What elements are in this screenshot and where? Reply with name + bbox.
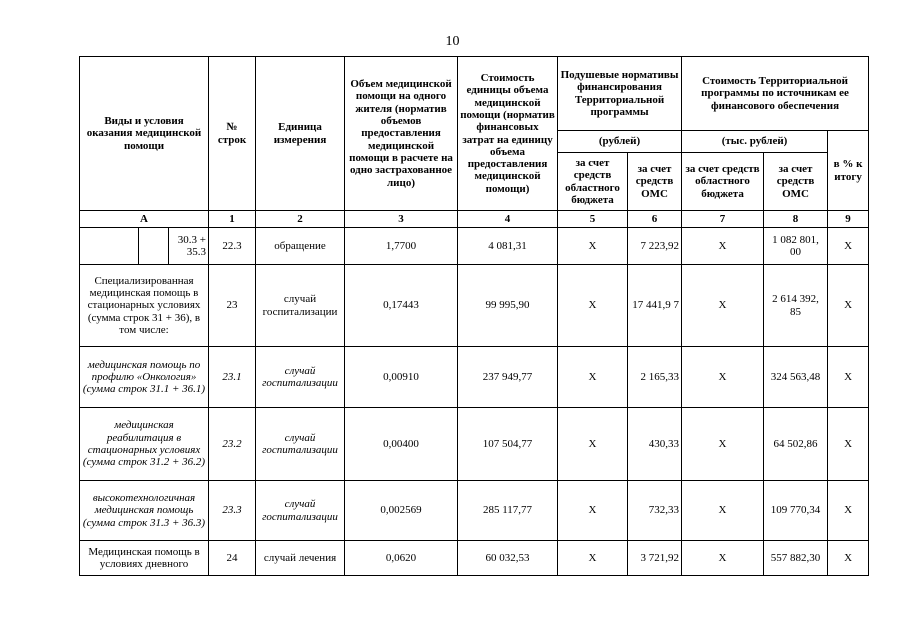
row-name: 30.3 + 35.3	[169, 228, 209, 265]
row-oms-norm: 3 721,92	[628, 541, 682, 576]
row-budget-norm: Х	[558, 541, 628, 576]
header-per-capita: Подушевые нормативы финансирования Территориальной программы	[558, 57, 682, 131]
index-cell: 1	[209, 211, 256, 228]
row-oms-norm: 430,33	[628, 408, 682, 481]
header-volume: Объем медицинской помощи на одного жителя (норматив объемов предоставления медицинской помощи в расчете на одно застрахованное лицо)	[345, 57, 458, 211]
index-cell: 9	[828, 211, 869, 228]
row-unit: случай госпитализации	[256, 265, 345, 347]
row-volume: 0,17443	[345, 265, 458, 347]
row-volume: 0,0620	[345, 541, 458, 576]
blank-cell	[139, 228, 169, 265]
row-cost: 285 117,77	[458, 481, 558, 541]
row-unit: обращение	[256, 228, 345, 265]
row-number: 22.3	[209, 228, 256, 265]
row-percent: Х	[828, 481, 869, 541]
index-cell: 8	[764, 211, 828, 228]
header-percent: в % к итогу	[828, 131, 869, 211]
row-oms-cost: 64 502,86	[764, 408, 828, 481]
row-name: Медицинская помощь в условиях дневного	[80, 541, 209, 576]
row-oms-cost: 557 882,30	[764, 541, 828, 576]
row-oms-norm: 2 165,33	[628, 347, 682, 408]
row-unit: случай госпитализации	[256, 408, 345, 481]
blank-cell	[80, 228, 139, 265]
row-name: медицинская помощь по профилю «Онкология» (сумма строк 31.1 + 36.1)	[80, 347, 209, 408]
row-number: 23.3	[209, 481, 256, 541]
row-name: высокотехнологичная медицинская помощь (сумма строк 31.3 + 36.3)	[80, 481, 209, 541]
index-cell: 3	[345, 211, 458, 228]
header-budget-cost: за счет средств областного бюджета	[682, 153, 764, 211]
header-types: Виды и условия оказания медицинской помощи	[80, 57, 209, 211]
row-number: 23.1	[209, 347, 256, 408]
header-row-1	[80, 57, 869, 131]
row-percent: Х	[828, 265, 869, 347]
row-percent: Х	[828, 408, 869, 481]
row-volume: 0,00910	[345, 347, 458, 408]
index-cell: 7	[682, 211, 764, 228]
row-number: 23	[209, 265, 256, 347]
header-budget-norm: за счет средств областного бюджета	[558, 153, 628, 211]
row-budget-cost: Х	[682, 481, 764, 541]
table-row	[80, 228, 869, 265]
row-oms-norm: 732,33	[628, 481, 682, 541]
row-unit: случай госпитализации	[256, 481, 345, 541]
row-cost: 99 995,90	[458, 265, 558, 347]
row-cost: 4 081,31	[458, 228, 558, 265]
table-row	[80, 541, 869, 576]
index-cell: 4	[458, 211, 558, 228]
row-volume: 1,7700	[345, 228, 458, 265]
table-row	[80, 408, 869, 481]
row-volume: 0,00400	[345, 408, 458, 481]
row-percent: Х	[828, 347, 869, 408]
row-budget-cost: Х	[682, 265, 764, 347]
page-number: 10	[445, 34, 460, 49]
row-budget-cost: Х	[682, 228, 764, 265]
row-name: медицинская реабилитация в стационарных условиях (сумма строк 31.2 + 36.2)	[80, 408, 209, 481]
row-unit: случай лечения	[256, 541, 345, 576]
row-budget-cost: Х	[682, 408, 764, 481]
row-oms-norm: 7 223,92	[628, 228, 682, 265]
row-oms-norm: 17 441,9 7	[628, 265, 682, 347]
row-budget-norm: Х	[558, 228, 628, 265]
row-unit: случай госпитализации	[256, 347, 345, 408]
row-budget-norm: Х	[558, 408, 628, 481]
row-volume: 0,002569	[345, 481, 458, 541]
header-unit-rub: (рублей)	[558, 131, 682, 153]
header-oms-cost: за счет средств ОМС	[764, 153, 828, 211]
row-cost: 107 504,77	[458, 408, 558, 481]
row-number: 24	[209, 541, 256, 576]
row-oms-cost: 2 614 392, 85	[764, 265, 828, 347]
header-row-no: № строк	[209, 57, 256, 211]
header-oms-norm: за счет средств ОМС	[628, 153, 682, 211]
row-budget-norm: Х	[558, 347, 628, 408]
row-name: Специализированная медицинская помощь в стационарных условиях (сумма строк 31 + 36), в том числе:	[80, 265, 209, 347]
table-row	[80, 347, 869, 408]
row-budget-cost: Х	[682, 347, 764, 408]
row-budget-norm: Х	[558, 265, 628, 347]
header-unit-thous-rub: (тыс. рублей)	[682, 131, 828, 153]
index-cell: А	[80, 211, 209, 228]
row-budget-cost: Х	[682, 541, 764, 576]
row-oms-cost: 109 770,34	[764, 481, 828, 541]
header-cost: Стоимость единицы объема медицинской помощи (норматив финансовых затрат на единицу объема предоставления медицинской помощи)	[458, 57, 558, 211]
index-cell: 5	[558, 211, 628, 228]
row-number: 23.2	[209, 408, 256, 481]
table-row	[80, 265, 869, 347]
index-row	[80, 211, 869, 228]
row-budget-norm: Х	[558, 481, 628, 541]
row-oms-cost: 1 082 801, 00	[764, 228, 828, 265]
index-cell: 2	[256, 211, 345, 228]
financing-table	[79, 56, 869, 576]
row-percent: Х	[828, 228, 869, 265]
row-oms-cost: 324 563,48	[764, 347, 828, 408]
row-cost: 60 032,53	[458, 541, 558, 576]
header-total-cost: Стоимость Территориальной программы по источникам ее финансового обеспечения	[682, 57, 869, 131]
row-cost: 237 949,77	[458, 347, 558, 408]
row-percent: Х	[828, 541, 869, 576]
header-unit: Единица измерения	[256, 57, 345, 211]
index-cell: 6	[628, 211, 682, 228]
table-row	[80, 481, 869, 541]
